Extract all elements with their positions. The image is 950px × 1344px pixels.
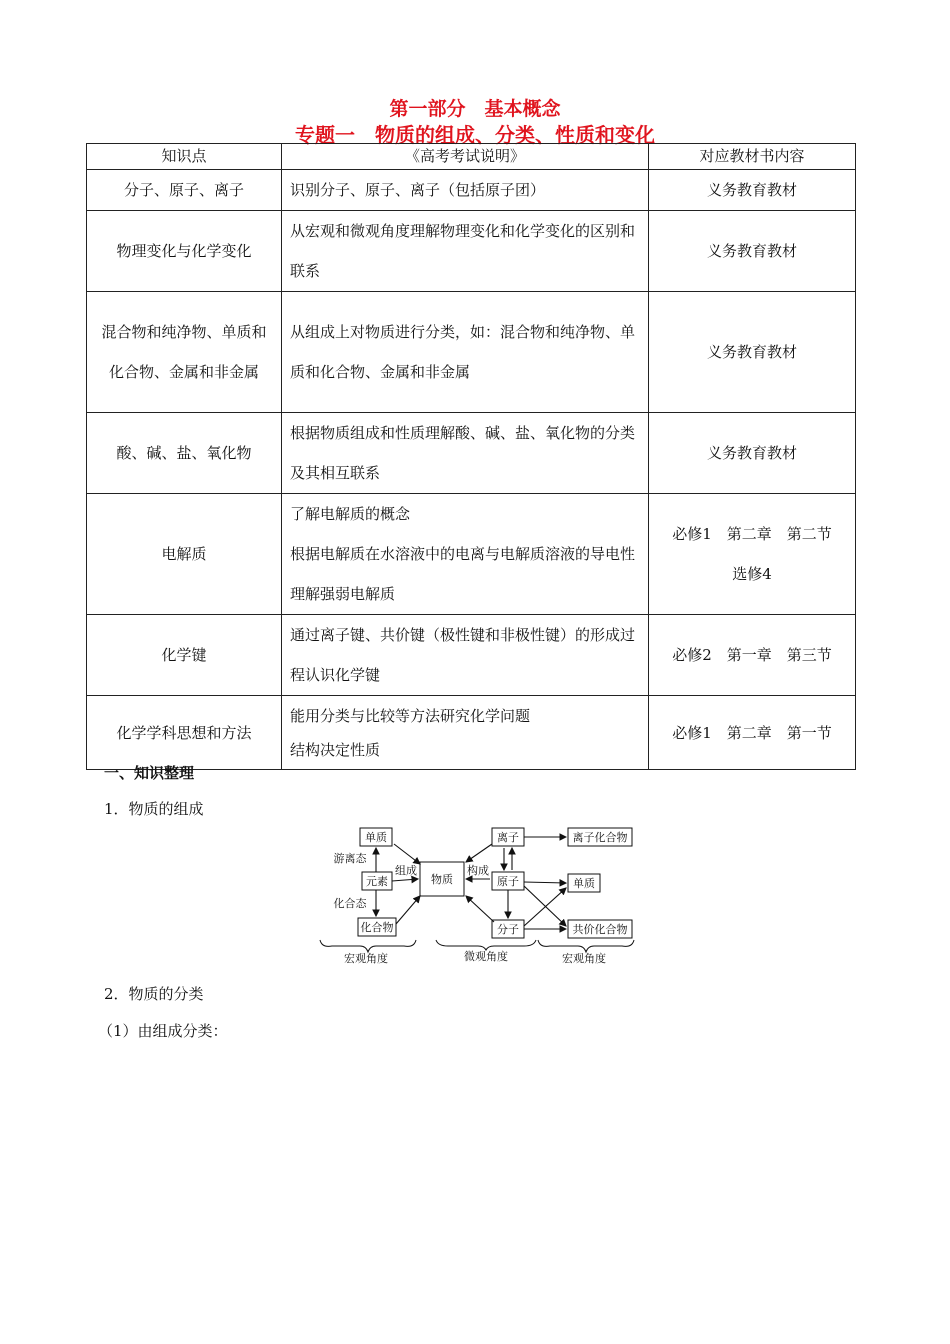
table-row [87,170,856,211]
topic-title: 专题一 物质的组成、分类、性质和变化 [295,123,655,147]
node-yuansu: 元素 [366,875,388,888]
node-covalent-compound: 共价化合物 [572,923,628,936]
cell-point: 化学学科思想和方法 [87,696,282,770]
brace-macro-right [538,940,634,952]
cell-requirement: 从组成上对物质进行分类，如：混合物和纯净物、单质和化合物、金属和非金属 [282,292,649,413]
cell-requirement: 能用分类与比较等方法研究化学问题 结构决定性质 [282,696,649,770]
label-macro-left: 宏观角度 [344,952,388,965]
table-row [87,494,856,615]
section-composition: 1．物质的组成 [104,800,204,818]
header-knowledge-point: 知识点 [87,144,282,170]
label-macro-right: 宏观角度 [562,952,606,965]
node-danzhi-right: 单质 [573,877,595,890]
cell-point: 电解质 [87,494,282,615]
cell-textbook: 义务教育教材 [649,211,856,292]
cell-requirement: 根据物质组成和性质理解酸、碱、盐、氧化物的分类及其相互联系 [282,413,649,494]
node-wuzhi: 物质 [431,873,453,886]
table-row [87,413,856,494]
label-constitution: 构成 [467,864,489,877]
node-yuanzi: 原子 [497,875,519,888]
cell-point: 混合物和纯净物、单质和化合物、金属和非金属 [87,292,282,413]
table-header-row [87,144,856,170]
table-row [87,615,856,696]
brace-micro [436,940,536,950]
knowledge-point-table [86,143,856,770]
cell-point: 化学键 [87,615,282,696]
cell-textbook: 必修1 第二章 第二节 选修4 [649,494,856,615]
section-classification: 2．物质的分类 [104,985,204,1003]
label-free-state: 游离态 [333,852,367,865]
part-title: 第一部分 基本概念 [389,98,561,120]
header-exam-requirement: 《高考考试说明》 [282,144,649,170]
table-row [87,211,856,292]
node-danzhi: 单质 [365,831,387,844]
cell-textbook: 义务教育教材 [649,292,856,413]
cell-textbook: 必修1 第二章 第一节 [649,696,856,770]
cell-point: 酸、碱、盐、氧化物 [87,413,282,494]
composition-diagram [316,822,638,970]
header-textbook: 对应教材书内容 [649,144,856,170]
cell-textbook: 义务教育教材 [649,170,856,211]
label-micro: 微观角度 [464,950,508,963]
cell-requirement: 从宏观和微观角度理解物理变化和化学变化的区别和联系 [282,211,649,292]
cell-point: 分子、原子、离子 [87,170,282,211]
cell-textbook: 必修2 第一章 第三节 [649,615,856,696]
node-ionic-compound: 离子化合物 [572,831,628,844]
brace-macro-left [320,940,416,952]
cell-point: 物理变化与化学变化 [87,211,282,292]
label-combined-state: 化合态 [333,897,367,910]
node-lizi: 离子 [497,831,519,844]
section-classification-by-composition: （1）由组成分类： [98,1022,228,1040]
table-row [87,292,856,413]
label-composition: 组成 [395,864,417,877]
node-fenzi: 分子 [497,923,519,936]
section-knowledge-summary: 一、知识整理 [104,764,195,782]
table-row [87,696,856,770]
cell-requirement: 识别分子、原子、离子（包括原子团） [282,170,649,211]
cell-requirement: 通过离子键、共价键（极性键和非极性键）的形成过程认识化学键 [282,615,649,696]
node-huahewu: 化合物 [360,921,394,934]
cell-requirement: 了解电解质的概念 根据电解质在水溶液中的电离与电解质溶液的导电性理解强弱电解质 [282,494,649,615]
cell-textbook: 义务教育教材 [649,413,856,494]
